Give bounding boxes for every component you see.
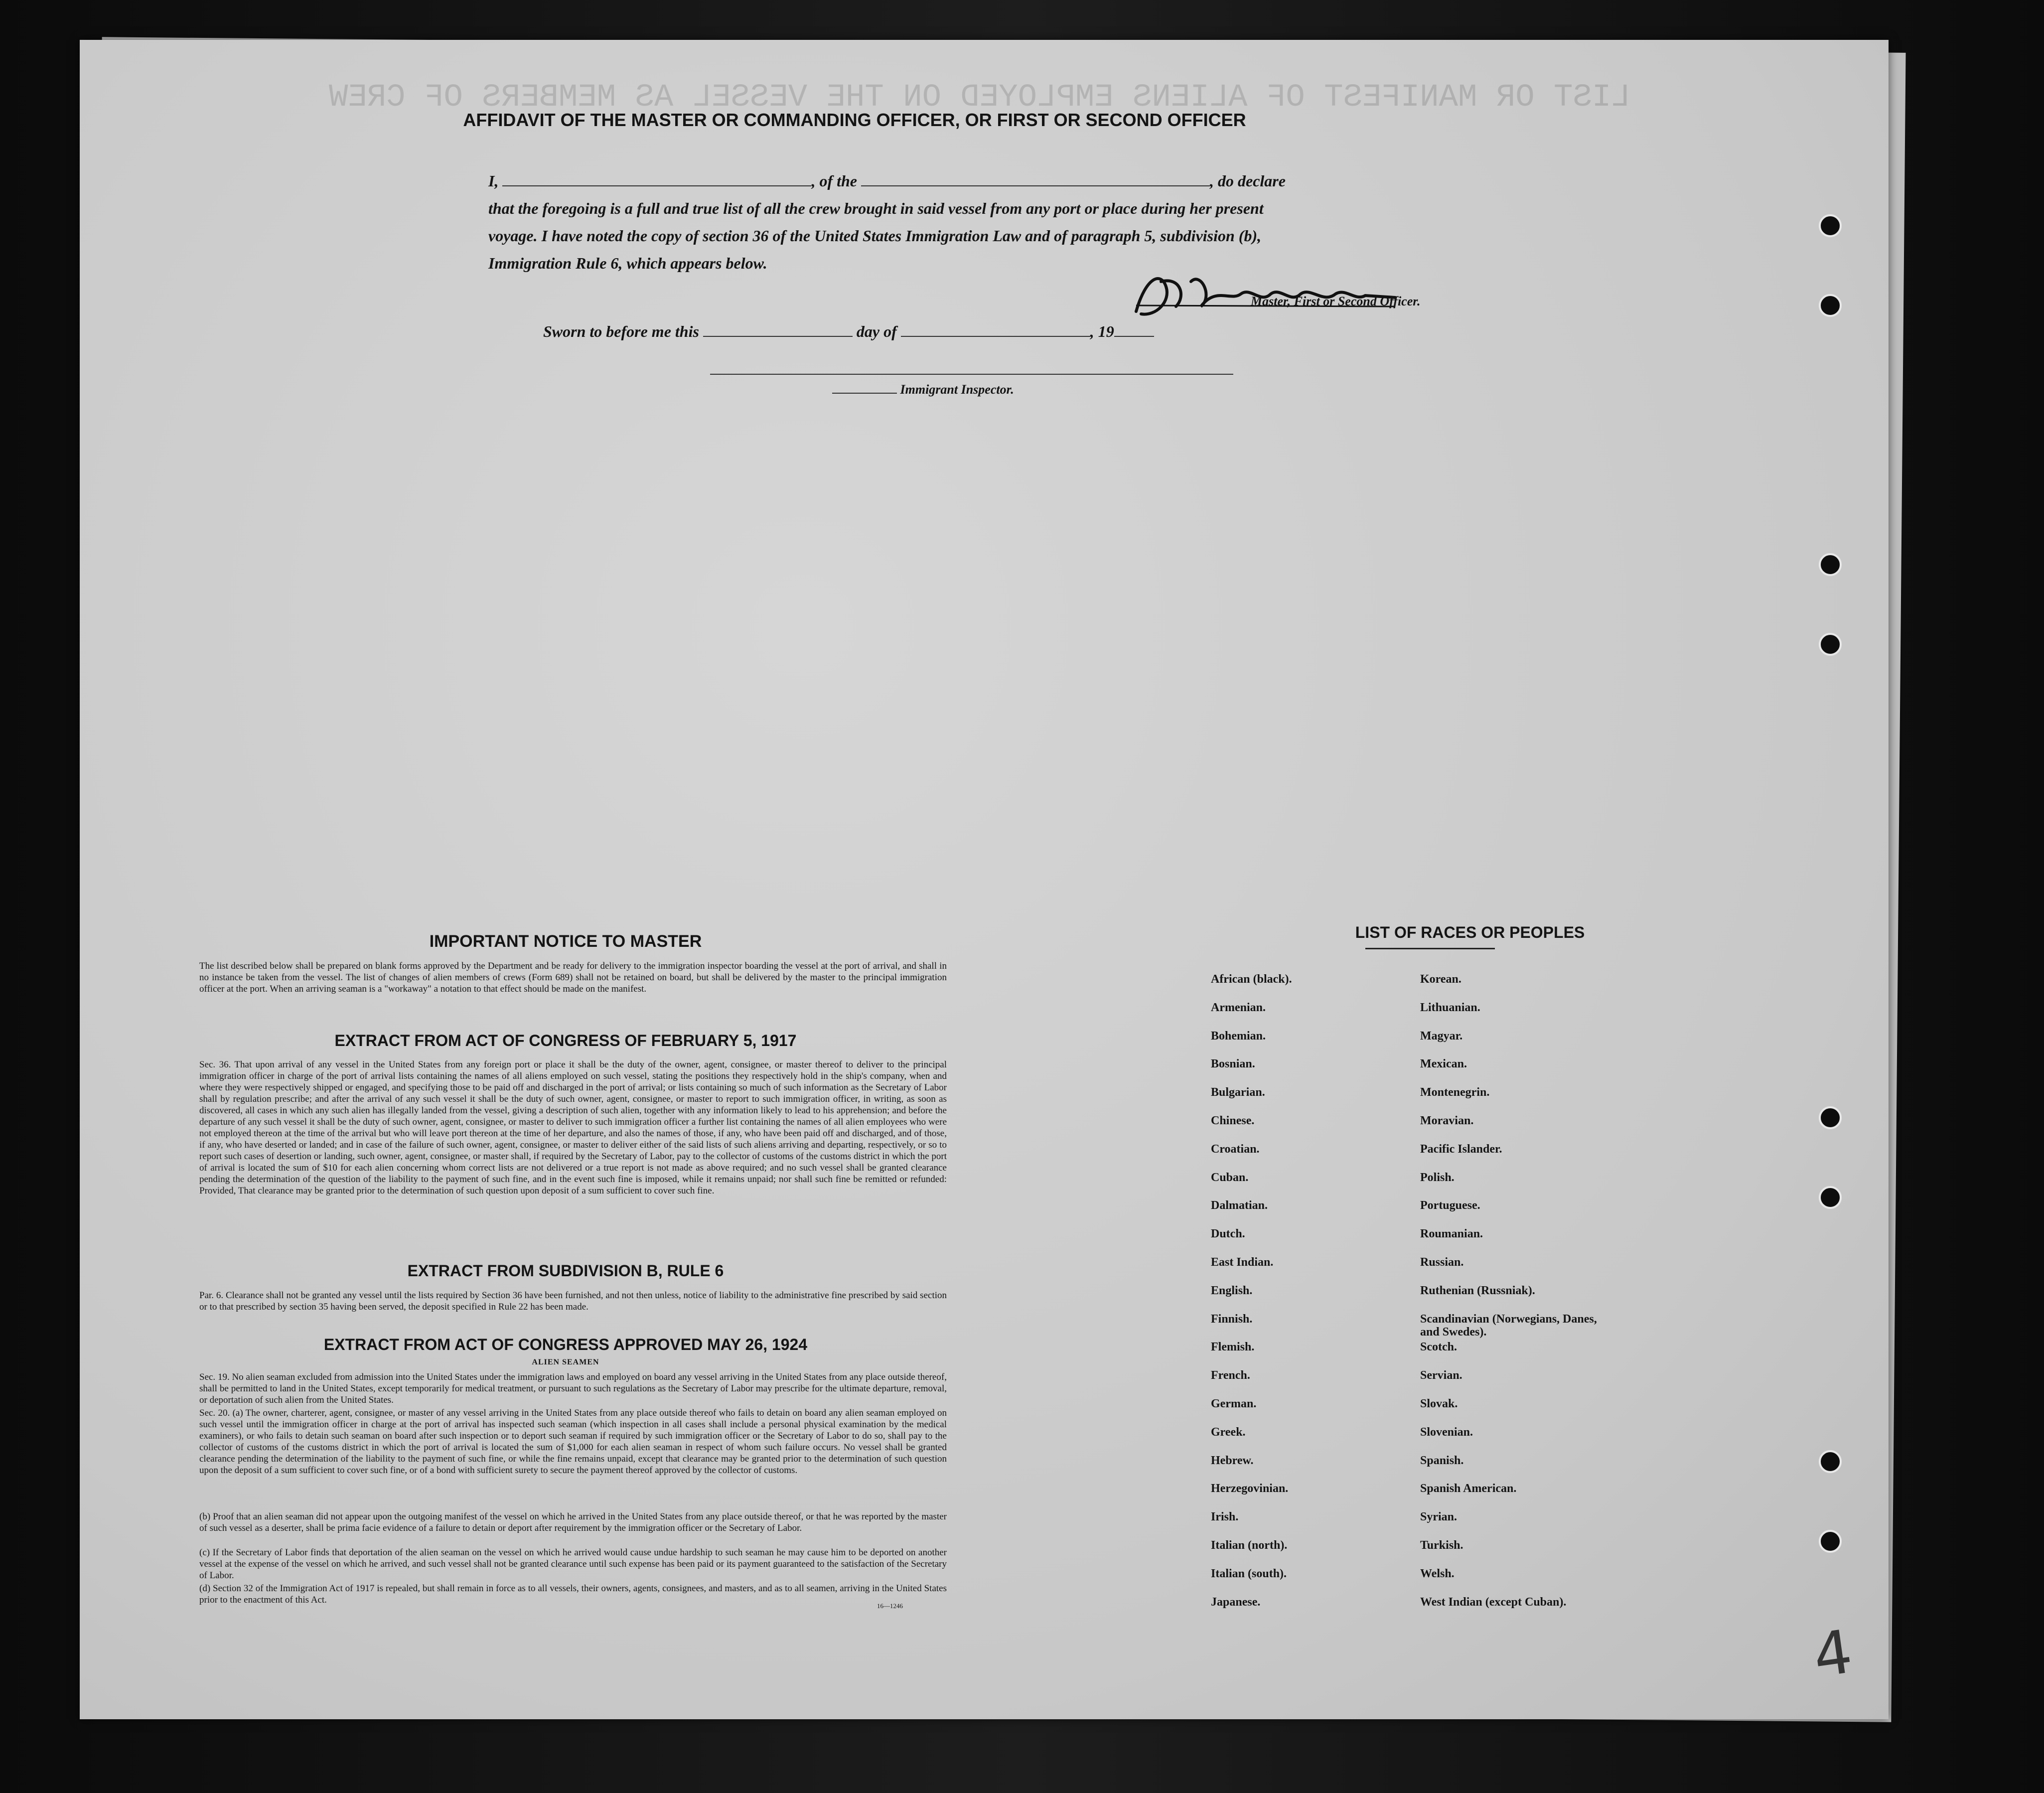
signature-caption: Master, First or Second Officer.	[1251, 294, 1421, 308]
race-item: Croatian.	[1211, 1142, 1260, 1156]
races-left-column	[1211, 973, 1292, 1624]
bleedthrough-header: LIST OR MANIFEST OF ALIENS EMPLOYED ON THE VESSEL AS MEMBERS OF CREW	[329, 80, 1630, 116]
race-item: Mexican.	[1420, 1057, 1467, 1071]
notice-text: The list described below shall be prepared on blank forms approved by the Department and be ready for delivery to the immigration inspector boarding the vessel at the port of arrival, and shall in no instance be taken from the vessel. The list of changes of alien members of crews (Form 689) shall not be retained on board, but shall be delivered by the master to the principal immigration officer at the port. When an arriving seaman is a "workaway" a notation to that effect should be made on the manifest.	[199, 961, 947, 994]
race-item: Bosnian.	[1211, 1057, 1255, 1071]
race-item: East Indian.	[1211, 1255, 1274, 1269]
race-item: African (black).	[1211, 973, 1292, 986]
race-item: Finnish.	[1211, 1312, 1253, 1326]
race-item: English.	[1211, 1284, 1253, 1297]
punch-hole	[1819, 214, 1842, 237]
race-item: Cuban.	[1211, 1171, 1249, 1184]
race-item: Armenian.	[1211, 1001, 1266, 1014]
punch-hole	[1819, 633, 1842, 656]
race-item: Slovenian.	[1420, 1425, 1473, 1439]
race-item: Servian.	[1420, 1369, 1462, 1382]
subdivision-b-title: EXTRACT FROM SUBDIVISION B, RULE 6	[407, 1262, 724, 1280]
race-item: Spanish American.	[1420, 1482, 1517, 1495]
races-right-column	[1420, 973, 1609, 1624]
race-item: Ruthenian (Russniak).	[1420, 1284, 1535, 1297]
race-item: Scandinavian (Norwegians, Danes, and Swedes).	[1420, 1312, 1597, 1339]
race-item: Greek.	[1211, 1425, 1246, 1439]
race-item: Korean.	[1420, 973, 1461, 986]
affidavit-i-label: I,	[488, 172, 499, 190]
extract-1924-sec20c: (c) If the Secretary of Labor finds that deportation of the alien seaman on the vessel on which he arrived would cause undue hardship to such seaman he may cause him to be deported on another vessel at the expense of the vessel on which he arrived, and such vessel shall not be granted clearance until such expense has been paid or its payment guaranteed to the satisfaction of the Secretary of Labor.	[199, 1547, 947, 1581]
year-label: 19	[1098, 322, 1114, 340]
sworn-month-blank[interactable]	[901, 336, 1090, 337]
race-item: Bulgarian.	[1211, 1086, 1265, 1099]
race-item: German.	[1211, 1397, 1257, 1410]
extract-1924-sec20a: Sec. 20. (a) The owner, charterer, agent, consignee, or master of any vessel arriving in the United States from any place outside thereof who fails to detain on board any alien seaman employed on such vessel until the immigration officer in charge at the port of arrival has inspected such seaman (which inspection in all cases shall include a personal physical examination by the medical examiners), or who fails to detain such seaman on board after such inspection or to deport such seaman if required by such immigration officer or the Secretary of Labor to do so, shall pay to the collector of customs of the customs district in which the port of arrival is located the sum of $1,000 for each alien seaman in respect of whom such failure occurs. No vessel shall be granted clearance pending the determination of the liability to the payment of such fine, or while the fine remains unpaid, except that clearance may be granted prior to the determination of such question upon the deposit of a sum sufficient to cover such fine, or of a bond with sufficient surety to secure the payment thereof approved by the collector of customs.	[199, 1408, 947, 1476]
race-item: French.	[1211, 1369, 1250, 1382]
race-item: Flemish.	[1211, 1341, 1255, 1354]
race-item: Portuguese.	[1420, 1199, 1480, 1212]
affidavit-line-2: that the foregoing is a full and true list of all the crew brought in said vessel from any port or place during her present	[488, 199, 1264, 217]
punch-hole	[1819, 1106, 1842, 1129]
punch-hole	[1819, 1530, 1842, 1553]
race-item: Russian.	[1420, 1255, 1464, 1269]
race-item: Scotch.	[1420, 1341, 1457, 1354]
race-item: Syrian.	[1420, 1510, 1458, 1524]
race-item: Roumanian.	[1420, 1227, 1483, 1241]
extract-1924-subtitle: ALIEN SEAMEN	[532, 1358, 599, 1366]
form-number: 16—1246	[877, 1602, 903, 1610]
extract-1924-sec19: Sec. 19. No alien seaman excluded from admission into the United States under the immigration laws and employed on board any vessel arriving in the United States from any place outside thereof, shall be permitted to land in the United States, except temporarily for medical treatment, or pursuant to such regulations as the Secretary of Labor may prescribe for the ultimate departure, removal, or deportation of such alien from the United States.	[199, 1372, 947, 1405]
extract-1917-title: EXTRACT FROM ACT OF CONGRESS OF FEBRUARY 5, 1917	[334, 1032, 797, 1049]
affidavit-line-3: voyage. I have noted the copy of section 36 of the United States Immigration Law and of paragraph 5, subdivision (b),	[488, 227, 1262, 245]
notice-title: IMPORTANT NOTICE TO MASTER	[429, 932, 702, 951]
race-item: Turkish.	[1420, 1538, 1463, 1552]
race-item: Spanish.	[1420, 1454, 1464, 1467]
manifest-page	[80, 40, 1889, 1719]
affidavit-line-4: Immigration Rule 6, which appears below.	[488, 254, 767, 272]
punch-hole	[1819, 1450, 1842, 1473]
race-item: Polish.	[1420, 1171, 1455, 1184]
race-item: Italian (south).	[1211, 1567, 1287, 1580]
subdivision-b-text: Par. 6. Clearance shall not be granted any vessel until the lists required by Section 36 have been furnished, and not then unless, notice of liability to the administrative fine prescribed by said section or to that prescribed by section 35 having been served, the deposit specified in Rule 22 has been made.	[199, 1290, 947, 1312]
punch-hole	[1819, 553, 1842, 576]
races-title-rule	[1365, 948, 1495, 949]
race-item: Pacific Islander.	[1420, 1142, 1502, 1156]
punch-hole	[1819, 1186, 1842, 1209]
inspector-line	[832, 382, 1014, 397]
race-item: Welsh.	[1420, 1567, 1455, 1580]
race-item: Slovak.	[1420, 1397, 1458, 1410]
inspector-blank[interactable]	[832, 393, 897, 394]
extract-1924-title: EXTRACT FROM ACT OF CONGRESS APPROVED MAY 26, 1924	[323, 1336, 808, 1353]
race-item: Dalmatian.	[1211, 1199, 1268, 1212]
extract-1924-sec20b: (b) Proof that an alien seaman did not appear upon the outgoing manifest of the vessel on which he arrived in the United States from any place outside thereof, or that he was reported by the master of such vessel as a deserter, shall be prima facie evidence of a failure to detain or deport after requirement by the immigration officer or the Secretary of Labor.	[199, 1511, 947, 1533]
race-item: Italian (north).	[1211, 1538, 1288, 1552]
race-item: Bohemian.	[1211, 1029, 1266, 1043]
race-item: Dutch.	[1211, 1227, 1245, 1241]
sworn-day-blank[interactable]	[703, 336, 853, 337]
sworn-label: Sworn to before me this	[543, 322, 699, 340]
of-the-label: of the	[819, 172, 857, 190]
extract-1924-sec20d: (d) Section 32 of the Immigration Act of 1917 is repealed, but shall remain in force as to all vessels, their owners, agents, consignees, and masters, and as to all seamen, arriving in the United States prior to the enactment of this Act.	[199, 1583, 947, 1605]
handwritten-margin-mark: 4	[1809, 1617, 1857, 1691]
race-item: West Indian (except Cuban).	[1420, 1595, 1567, 1609]
do-declare-label: do declare	[1218, 172, 1286, 190]
affidavit-line-1: I, , of the , do declare	[488, 172, 1286, 190]
race-item: Moravian.	[1420, 1114, 1474, 1127]
race-item: Montenegrin.	[1420, 1086, 1490, 1099]
punch-hole	[1819, 294, 1842, 317]
year-blank[interactable]	[1114, 336, 1154, 337]
race-item: Herzegovinian.	[1211, 1482, 1289, 1495]
inspector-label: Immigrant Inspector.	[900, 382, 1014, 397]
day-of-label: day of	[856, 322, 897, 340]
race-item: Irish.	[1211, 1510, 1239, 1524]
inspector-signature-line	[710, 374, 1233, 375]
race-item: Chinese.	[1211, 1114, 1255, 1127]
races-title: LIST OF RACES OR PEOPLES	[1355, 923, 1585, 941]
race-item: Magyar.	[1420, 1029, 1463, 1043]
affidavit-title: AFFIDAVIT OF THE MASTER OR COMMANDING OFFICER, OR FIRST OR SECOND OFFICER	[463, 110, 1246, 130]
race-item: Japanese.	[1211, 1595, 1261, 1609]
sworn-line: Sworn to before me this day of , 19	[543, 322, 1154, 341]
vessel-blank[interactable]	[861, 185, 1210, 186]
race-item: Lithuanian.	[1420, 1001, 1480, 1014]
extract-1917-text: Sec. 36. That upon arrival of any vessel in the United States from any foreign port or place it shall be the duty of the owner, agent, consignee, or master thereof to deliver to the principal immigration officer in charge of the port of arrival lists containing the names of all aliens employed on such vessel, stating the positions they respectively hold in the ship's company, when and where they were respectively shipped or engaged, and specifying those to be paid off and discharged in the port of arrival; or lists containing so much of such information as the Secretary of Labor shall by regulation prescribe; and after the arrival of any such vessel it shall be the duty of such owner, agent, consignee, or master to report to such immigration officer, in writing, as soon as discovered, all cases in which any such alien has illegally landed from the vessel, giving a description of such alien, together with any information likely to lead to his apprehension; and before the departure of any such vessel it shall be the duty of such owner, agent, consignee, or master to deliver to such immigration officer a further list containing the names of all alien employees who were not employed thereon at the time of the arrival but who will leave port thereon at the time of her departure, and also the names of those, if any, who have been paid off and discharged, and of those, if any, who have deserted or landed; and in case of the failure of such owner, agent, consignee, or master to deliver either of the said lists of such aliens arriving and departing, respectively, or so to report such cases of desertion or landing, such owner, agent, consignee, or master shall, if required by the Secretary of Labor, pay to the collector of customs of the customs district in which the port of arrival is located the sum of $10 for each alien concerning whom correct lists are not delivered or a true report is not made as above required; and no such vessel shall be granted clearance pending the determination of the question of the liability to the payment of such fine, and in the event such fine is imposed, while it remains unpaid; nor shall such fine be remitted or refunded: Provided, That clearance may be granted prior to the determination of such question upon deposit of a sum sufficient to cover such fine.	[199, 1059, 947, 1196]
name-blank[interactable]	[502, 185, 811, 186]
race-item: Hebrew.	[1211, 1454, 1254, 1467]
